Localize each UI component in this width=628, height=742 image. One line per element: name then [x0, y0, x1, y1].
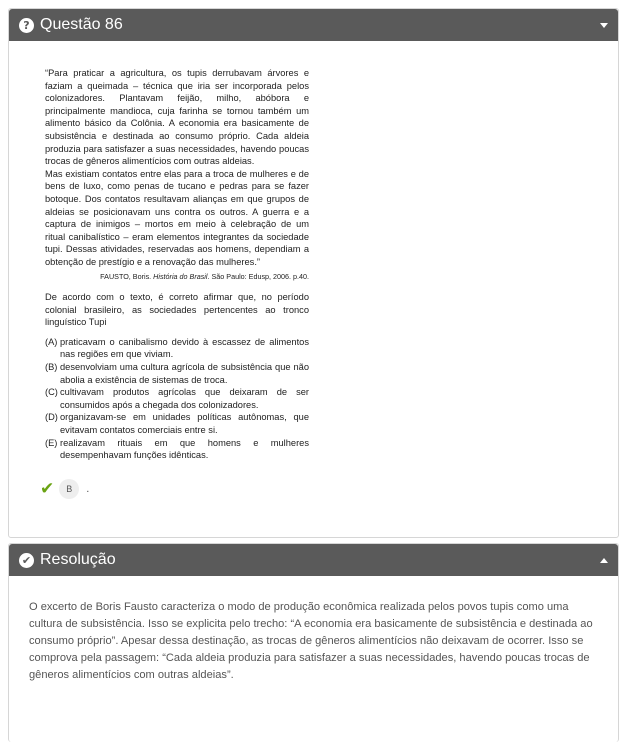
resolution-body: [9, 576, 618, 684]
question-panel: [8, 8, 619, 538]
option-letter: (A): [45, 336, 58, 347]
resolution-panel: [8, 543, 619, 742]
option-letter: (C): [45, 387, 58, 398]
option-letter: (E): [45, 437, 58, 448]
question-body: [9, 41, 618, 499]
option-e: [45, 437, 309, 462]
options-list: [45, 336, 309, 462]
option-a: [45, 336, 309, 361]
option-letter: (D): [45, 412, 58, 423]
check-icon: ✔: [40, 478, 55, 499]
source-rest: . São Paulo: Edusp, 2006. p.40.: [207, 271, 309, 281]
option-text: desenvolviam uma cultura agrícola de subsistência que não abolia a existência de sistemas de troca.: [60, 362, 309, 385]
question-header[interactable]: [9, 9, 618, 41]
source-title: História do Brasil: [153, 271, 208, 281]
passage-paragraph-1: “Para praticar a agricultura, os tupis derrubavam árvores e faziam a queimada – técnica que iria ser incorporada pelos colonizadores. Plantavam feijão, milho, abóbora e principalmente mandioca, cuja farinha se tornou também um alimento básico da Colônia. A economia era basicamente de subsistência e destinada ao consumo próprio. Cada aldeia produzia para satisfazer a suas necessidades, havendo poucas trocas de gêneros alimentícios com outras aldeias.: [45, 68, 309, 167]
option-c: [45, 386, 309, 411]
resolution-text: O excerto de Boris Fausto caracteriza o modo de produção econômica realizada pelos povos tupis como uma cultura de subsistência. Isso se explicita pelo trecho: “A economia era basicamente de subsistência e destinada ao consumo próprio”. Apesar dessa destinação, as trocas de gêneros alimentícios não deixavam de ocorrer. Isso se comprova pela passagem: “Cada aldeia produzia para satisfazer a suas necessidades, havendo poucas trocas de gêneros alimentícios com outras aldeias”.: [29, 601, 593, 681]
answer-badge: B: [59, 479, 79, 499]
option-letter: (B): [45, 362, 58, 373]
question-prompt: De acordo com o texto, é correto afirmar que, no período colonial brasileiro, as sociedades pertencentes ao tronco linguístico Tupi: [45, 292, 309, 328]
question-title: Questão 86: [40, 16, 123, 33]
answer-suffix: .: [86, 482, 90, 495]
option-text: cultivavam produtos agrícolas que deixaram de ser consumidos após a chegada dos colonizadores.: [60, 387, 309, 410]
chevron-down-icon[interactable]: [600, 23, 608, 28]
resolution-header[interactable]: [9, 544, 618, 576]
resolution-title: Resolução: [40, 551, 116, 568]
answer-row: [40, 479, 618, 499]
option-text: realizavam rituais em que homens e mulheres desempenhavam funções idênticas.: [60, 437, 309, 461]
option-text: organizavam-se em unidades políticas autônomas, que evitavam contatos comerciais entre si.: [60, 412, 309, 436]
check-circle-icon: ✔: [19, 553, 34, 568]
question-mark-icon: ?: [19, 18, 34, 33]
question-text: [45, 67, 309, 462]
option-text: praticavam o canibalismo devido à escassez de alimentos nas regiões em que viviam.: [60, 336, 309, 360]
option-b: [45, 361, 309, 386]
option-d: [45, 411, 309, 436]
passage-source: [45, 271, 309, 284]
chevron-up-icon[interactable]: [600, 558, 608, 563]
source-author: FAUSTO, Boris.: [100, 271, 154, 281]
passage-paragraph-2: Mas existiam contatos entre elas para a troca de mulheres e de bens de luxo, como penas de tucano e pedras para se fazer botoque. Dos contatos resultavam alianças em que grupos de aldeias se posicionavam uns contra os outros. A guerra e a captura de inimigos – mortos em meio à celebração de um ritual canibalístico – eram elementos integrantes da sociedade tupi. Dessas atividades, reservadas aos homens, dependiam a obtenção de prestígio e a renovação das mulheres.”: [45, 168, 309, 267]
